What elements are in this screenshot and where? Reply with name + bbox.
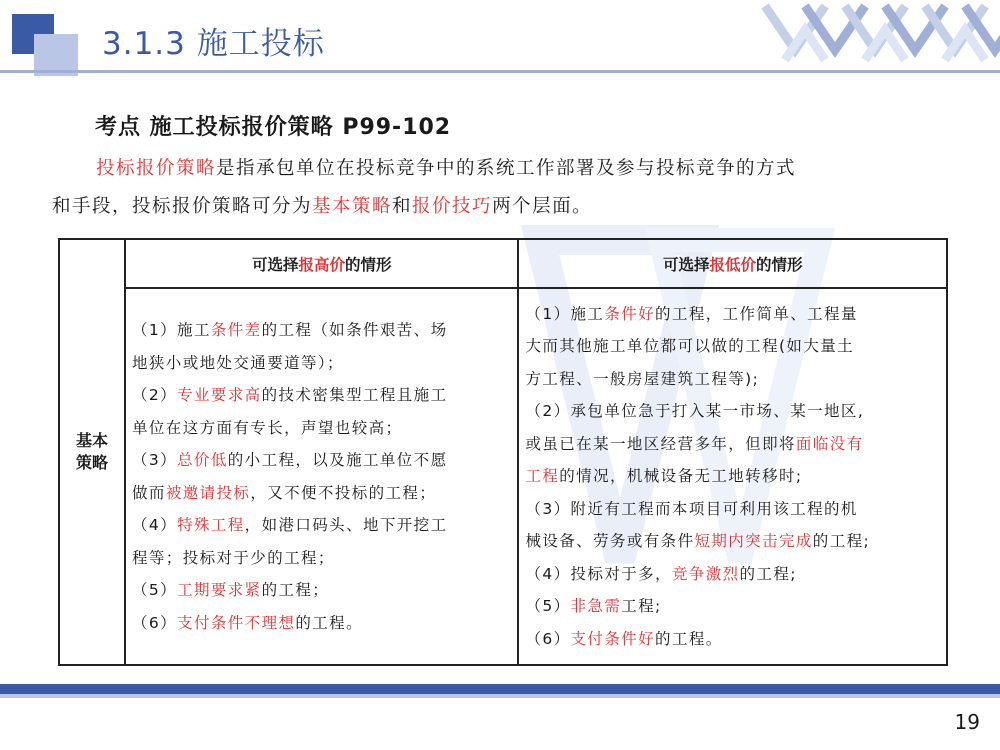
- intro-highlight: 投标报价策略: [96, 158, 217, 179]
- cell-text: 的工程。: [655, 629, 723, 648]
- cell-text: 地狭小或地处交通要道等）；: [132, 353, 344, 372]
- footer-bar-light: [0, 694, 1000, 698]
- cell-line: [525, 525, 942, 558]
- cell-highlight: 面临没有: [795, 434, 864, 453]
- cell-line: [525, 298, 942, 331]
- cell-highlight: 总价低: [177, 451, 228, 469]
- intro-text: 两个层面。: [492, 196, 593, 217]
- header-text: 的情形: [344, 255, 392, 274]
- intro-line-1: [52, 150, 957, 188]
- table-header-row: [59, 239, 947, 288]
- cell-line: [132, 542, 513, 575]
- column-header-high-price: [125, 239, 518, 288]
- cell-text: 工程;: [621, 597, 662, 616]
- section-heading: 考点 施工投标报价策略 P99-102: [95, 115, 452, 140]
- cell-line: [132, 379, 513, 412]
- cell-text: 的工程;: [812, 532, 871, 551]
- header-pattern: [750, 0, 1000, 80]
- cell-text: 方工程、一般房屋建筑工程等);: [525, 369, 760, 388]
- cell-text: 或虽已在某一地区经营多年，但即将: [525, 434, 796, 453]
- cell-text: 的工程，工作简单、工程量: [655, 304, 858, 323]
- cell-highlight: 短期内突击完成: [694, 532, 813, 551]
- header-highlight: 报低价: [709, 255, 756, 274]
- cell-text: （4）投标对于多，: [525, 564, 672, 583]
- row-label-text: 基本: [75, 431, 108, 450]
- cell-highlight: 支付条件好: [570, 629, 656, 648]
- intro-text: 和: [392, 196, 413, 217]
- cell-text: （5）: [525, 597, 571, 616]
- row-label-basic-strategy: [59, 239, 125, 665]
- cell-text: （6）: [132, 613, 178, 632]
- cell-line: [132, 574, 513, 607]
- column-header-low-price: [518, 239, 947, 288]
- cell-text: ，又不便不投标的工程；: [250, 483, 437, 502]
- cell-highlight: 特殊工程: [177, 516, 245, 534]
- cell-text: 的工程;: [739, 564, 797, 583]
- cell-text: （1）施工: [132, 321, 211, 339]
- cell-highlight: 工期要求紧: [177, 581, 262, 599]
- cell-text: 械设备、劳务或有条件: [525, 532, 695, 551]
- cell-highlight: 专业要求高: [177, 386, 262, 404]
- cell-text: 的工程（如条件艰苦、场: [261, 321, 448, 339]
- cell-text: （1）施工: [525, 304, 605, 323]
- page-number: 19: [954, 710, 980, 734]
- intro-highlight: 报价技巧: [412, 196, 493, 217]
- cell-text: （2）: [132, 386, 178, 404]
- cell-text: （3）附近有工程而本项目可利用该工程的机: [525, 499, 858, 518]
- cell-line: [525, 590, 942, 623]
- cell-highlight: 支付条件不理想: [177, 613, 296, 632]
- cell-highlight: 竞争激烈: [671, 564, 740, 583]
- intro-paragraph: [52, 150, 957, 226]
- cell-text: （5）: [132, 581, 178, 599]
- cell-text: （2）承包单位急于打入某一市场、某一地区,: [525, 402, 865, 421]
- table-row: [59, 288, 947, 665]
- cell-highlight: 非急需: [570, 597, 622, 616]
- cell-line: [132, 314, 513, 347]
- cell-line: [132, 412, 513, 445]
- intro-text: 和手段，投标报价策略可分为: [52, 196, 313, 217]
- cell-text: 单位在这方面有专长，声望也较高；: [132, 418, 403, 437]
- header-text: 可选择: [662, 255, 710, 274]
- cell-line: [525, 363, 942, 396]
- cell-text: （6）: [525, 629, 571, 648]
- cell-highlight: 工程: [525, 467, 560, 486]
- cell-highlight: 条件好: [604, 304, 656, 323]
- cell-text: 的小工程，以及施工单位不愿: [227, 451, 448, 469]
- cell-line: [132, 444, 513, 477]
- page-title: 3.1.3 施工投标: [102, 26, 325, 62]
- cell-line: [132, 607, 513, 640]
- cell-line: [525, 558, 942, 591]
- cell-line: [132, 347, 513, 380]
- cell-line: [525, 428, 942, 461]
- cell-line: [525, 460, 942, 493]
- cell-highlight: 被邀请投标: [165, 483, 251, 502]
- cell-text: 的工程；: [261, 581, 330, 599]
- cell-text: 做而: [132, 483, 166, 502]
- cell-text: 大而其他施工单位都可以做的工程(如大量土: [525, 337, 855, 356]
- cell-line: [525, 493, 942, 526]
- cell-text: 的情况，机械设备无工地转移时;: [559, 467, 803, 486]
- cell-text: 程等；投标对于少的工程；: [132, 548, 335, 567]
- cell-line: [525, 330, 942, 363]
- cell-text: （3）: [132, 451, 178, 469]
- strategy-table: [58, 238, 948, 666]
- intro-line-2: [52, 196, 592, 217]
- intro-text: 是指承包单位在投标竞争中的系统工作部署及参与投标竞争的方式: [216, 158, 797, 179]
- cell-line: [132, 477, 513, 510]
- header-text: 的情形: [755, 255, 803, 274]
- cell-text: （4）: [132, 516, 178, 534]
- footer-bar: [0, 684, 1000, 694]
- cell-text: 的工程。: [295, 613, 363, 632]
- row-label-text: 策略: [75, 453, 108, 472]
- cell-text: ，如港口码头、地下开挖工: [244, 516, 448, 534]
- cell-text: 的技术密集型工程且施工: [261, 386, 448, 404]
- cell-line: [132, 509, 513, 542]
- cell-line: [525, 623, 942, 656]
- cell-line: [525, 395, 942, 428]
- high-price-cases: [125, 288, 518, 665]
- low-price-cases: [518, 288, 947, 665]
- header-text: 可选择: [251, 255, 299, 274]
- intro-highlight: 基本策略: [312, 196, 393, 217]
- cell-highlight: 条件差: [210, 321, 262, 339]
- header-highlight: 报高价: [298, 255, 345, 274]
